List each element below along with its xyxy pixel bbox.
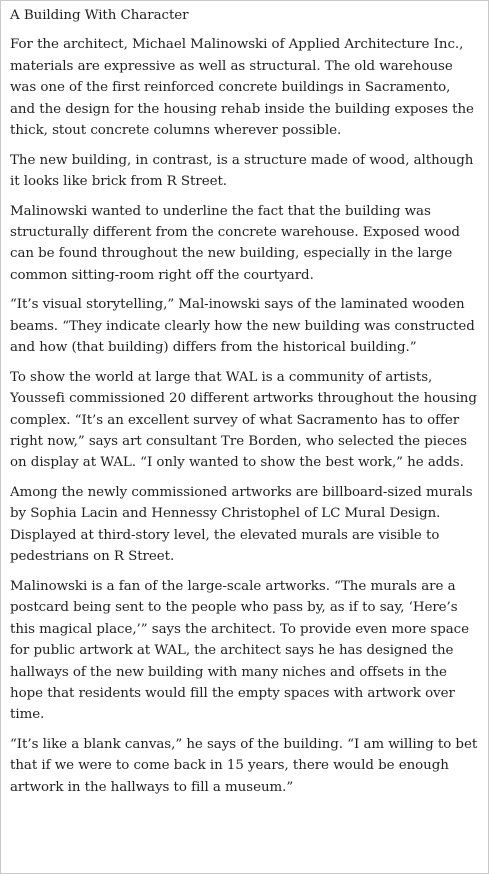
paragraph-3: Malinowski wanted to underline the fact that the building was structurally different from the concrete warehouse. Exposed wood can be found throughout the new building, especially in the large common sitting-room right off the courtyard. (10, 203, 460, 283)
article-title: A Building With Character (10, 8, 189, 23)
paragraph-6: Among the newly commissioned artworks are billboard-sized murals by Sophia Lacin and Hennessy Christophel of LC Mural Design. Displayed at third-story level, the elevated murals are visible to pedestrians on R Street. (10, 485, 473, 565)
paragraph-7: Malinowski is a fan of the large-scale artworks. “The murals are a postcard being sent to the people who pass by, as if to say, ‘Here’s this magical place,’” says the architect. To provide even more space for public artwork at WAL, the architect says he has designed the hallways of the new building with many niches and offsets in the hope that residents would fill the empty spaces with artwork over time. (10, 578, 470, 723)
paragraph-2: The new building, in contrast, is a structure made of wood, although it looks like brick from R Street. (10, 152, 474, 190)
article-body (1, 1, 488, 798)
paragraph-5: To show the world at large that WAL is a community of artists, Youssefi commissioned 20 different artworks throughout the housing complex. “It’s an excellent survey of what Sacramento has to offer right now,” says art consultant Tre Borden, who selected the pieces on display at WAL. “I only wanted to show the best work,” he adds. (10, 369, 477, 471)
paragraph-8: “It’s like a blank canvas,” he says of the building. “I am willing to bet that if we were to come back in 15 years, there would be enough artwork in the hallways to fill a museum.” (10, 736, 478, 795)
paragraph-1: For the architect, Michael Malinowski of Applied Architecture Inc., materials are expressive as well as structural. The old warehouse was one of the first reinforced concrete buildings in Sacramento, and the design for the housing rehab inside the building exposes the thick, stout concrete columns wherever possible. (10, 37, 474, 139)
paragraph-4: “It’s visual storytelling,” Mal-inowski says of the laminated wooden beams. “They indicate clearly how the new building was constructed and how (that building) differs from the historical building.” (10, 297, 475, 356)
